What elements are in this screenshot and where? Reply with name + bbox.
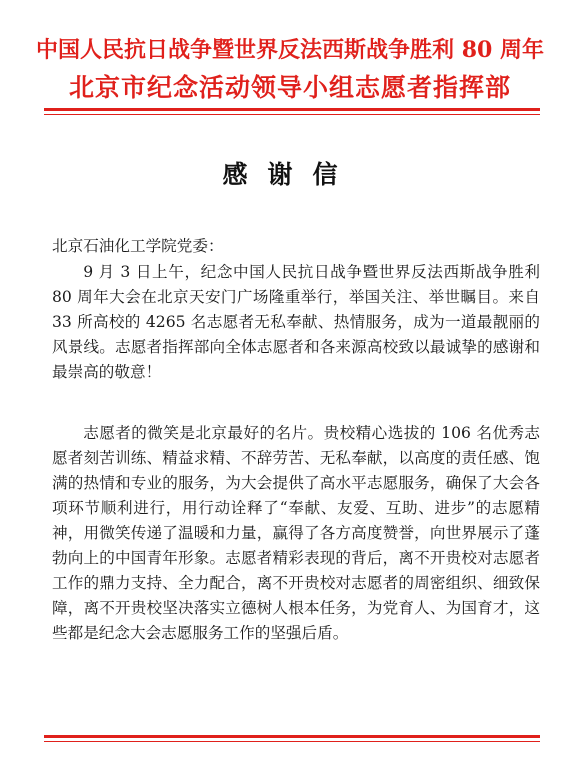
header-organization-line2: 北京市纪念活动领导小组志愿者指挥部 [68,73,511,102]
letter-paragraph-2: 志愿者的微笑是北京最好的名片。贵校精心选拔的 106 名优秀志愿者刻苦训练、精益求精、不辞劳苦、无私奉献，以高度的责任感、饱满的热情和专业的服务，为大会提供了高水平志愿服务，确保了大会各项环节顺利进行，用行动诠释了“奉献、友爱、互助、进步”的志愿精神，用微笑传递了温暖和力量，赢得了各方高度赞誉，向世界展示了蓬勃向上的中国青年形象。志愿者精彩表现的背后，离不开贵校对志愿者工作的鼎力支持、全力配合，离不开贵校对志愿者的周密组织、细致保障，离不开贵校坚决落实立德树人根本任务，为党育人、为国育才，这些都是纪念大会志愿服务工作的坚强后盾。 [52,424,540,642]
header-divider-thick [44,108,540,111]
letter-salutation: 北京石油化工学院党委： [52,237,224,255]
letter-paragraph-1: 9 月 3 日上午，纪念中国人民抗日战争暨世界反法西斯战争胜利 80 周年大会在北京天安门广场隆重举行，举国关注、举世瞩目。来自 33 所高校的 4265 名志愿者无私奉献、热情服务，成为一道最靓丽的风景线。志愿者指挥部向全体志愿者和各来源高校致以最诚挚的感谢和最崇高的敬意！ [52,263,540,381]
footer-divider-thick [44,735,540,738]
header-divider-thin [44,114,540,115]
footer-divider-thin [44,741,540,742]
header-organization-line1: 中国人民抗日战争暨世界反法西斯战争胜利 80 周年 [36,37,544,63]
letter-title: 感谢信 [222,160,358,189]
